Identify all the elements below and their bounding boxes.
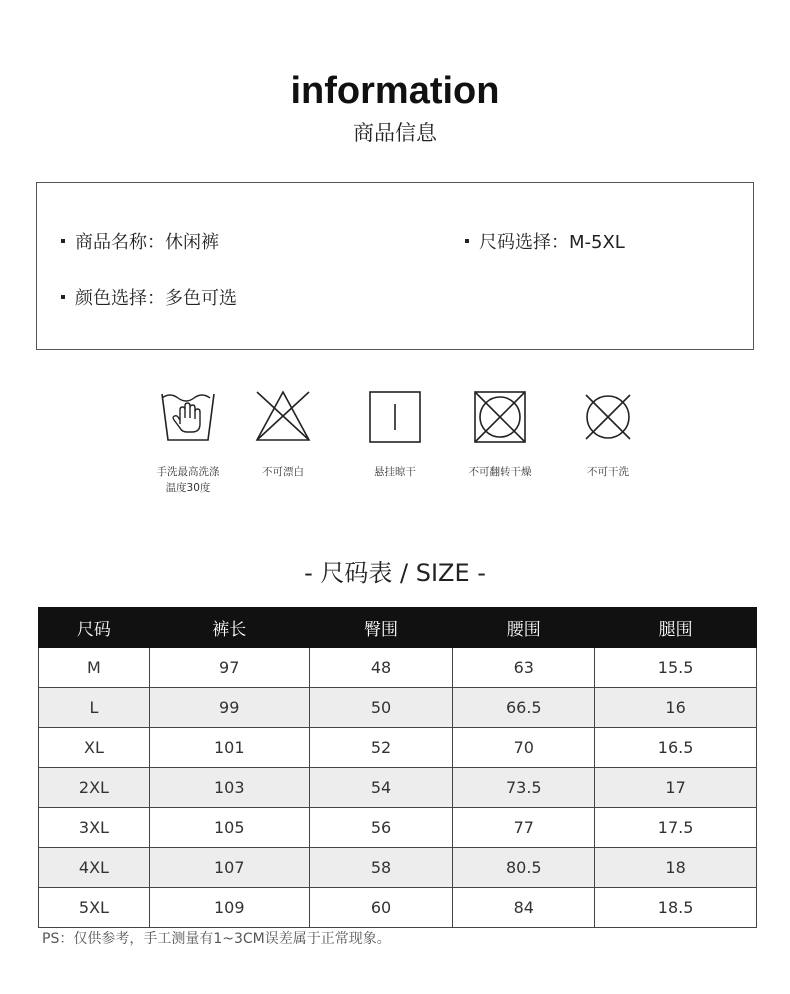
product-info-box: [36, 182, 754, 350]
cell-hip: 56: [309, 808, 453, 848]
cell-hip: 52: [309, 728, 453, 768]
cell-waist: 66.5: [453, 688, 595, 728]
no-tumble-dry-icon: [470, 388, 530, 444]
no-bleach-icon: [253, 388, 313, 444]
cell-hip: 54: [309, 768, 453, 808]
bullet: [61, 295, 65, 299]
cell-length: 99: [149, 688, 309, 728]
care-hang-dry: [345, 388, 445, 480]
size-table: [38, 607, 757, 928]
color-option-item: [61, 284, 237, 310]
table-row: [39, 808, 757, 848]
cell-thigh: 17.5: [595, 808, 757, 848]
table-row: [39, 648, 757, 688]
bullet: [465, 239, 469, 243]
cell-thigh: 18.5: [595, 888, 757, 928]
header-hip: 臀围: [309, 608, 453, 648]
care-label: 不可干洗: [587, 466, 629, 478]
cell-waist: 84: [453, 888, 595, 928]
cell-waist: 63: [453, 648, 595, 688]
table-row: [39, 888, 757, 928]
header-waist: 腰围: [453, 608, 595, 648]
table-row: [39, 688, 757, 728]
no-dry-clean-icon: [578, 388, 638, 444]
cell-thigh: 16: [595, 688, 757, 728]
size-table-header: [39, 608, 757, 648]
header-length: 裤长: [149, 608, 309, 648]
cell-hip: 60: [309, 888, 453, 928]
cell-length: 107: [149, 848, 309, 888]
care-label: 不可翻转干燥: [468, 466, 532, 478]
cell-size: 5XL: [39, 888, 150, 928]
measurement-note: PS：仅供参考，手工测量有1~3CM误差属于正常现象。: [42, 931, 391, 947]
cell-thigh: 15.5: [595, 648, 757, 688]
cell-waist: 70: [453, 728, 595, 768]
cell-waist: 77: [453, 808, 595, 848]
header-thigh: 腿围: [595, 608, 757, 648]
cell-length: 101: [149, 728, 309, 768]
product-name-text: 商品名称：休闲裤: [75, 232, 219, 253]
care-no-dry-clean: [558, 388, 658, 480]
size-chart-title: - 尺码表 / SIZE -: [304, 559, 486, 587]
table-row: [39, 768, 757, 808]
cell-length: 109: [149, 888, 309, 928]
size-option-item: [465, 228, 625, 254]
cell-hip: 50: [309, 688, 453, 728]
cell-length: 103: [149, 768, 309, 808]
table-row: [39, 848, 757, 888]
cell-hip: 58: [309, 848, 453, 888]
cell-size: 2XL: [39, 768, 150, 808]
title-chinese: 商品信息: [353, 121, 437, 145]
care-label: 不可漂白: [262, 466, 304, 478]
cell-thigh: 18: [595, 848, 757, 888]
cell-waist: 73.5: [453, 768, 595, 808]
care-label: 悬挂晾干: [374, 466, 416, 478]
bullet: [61, 239, 65, 243]
care-hand-wash: [138, 388, 238, 496]
cell-size: 4XL: [39, 848, 150, 888]
cell-size: 3XL: [39, 808, 150, 848]
cell-thigh: 16.5: [595, 728, 757, 768]
title-english: information: [290, 70, 500, 112]
cell-waist: 80.5: [453, 848, 595, 888]
cell-size: M: [39, 648, 150, 688]
size-option-text: 尺码选择：M-5XL: [479, 232, 625, 253]
cell-length: 105: [149, 808, 309, 848]
cell-thigh: 17: [595, 768, 757, 808]
cell-hip: 48: [309, 648, 453, 688]
care-no-tumble-dry: [450, 388, 550, 480]
cell-length: 97: [149, 648, 309, 688]
hang-dry-icon: [365, 388, 425, 444]
table-row: [39, 728, 757, 768]
hand-wash-icon: [158, 388, 218, 444]
care-label: 手洗最高洗涤温度30度: [156, 466, 220, 494]
cell-size: L: [39, 688, 150, 728]
care-no-bleach: [233, 388, 333, 480]
cell-size: XL: [39, 728, 150, 768]
header-size: 尺码: [39, 608, 150, 648]
product-name-item: [61, 228, 219, 254]
color-option-text: 颜色选择：多色可选: [75, 288, 237, 309]
